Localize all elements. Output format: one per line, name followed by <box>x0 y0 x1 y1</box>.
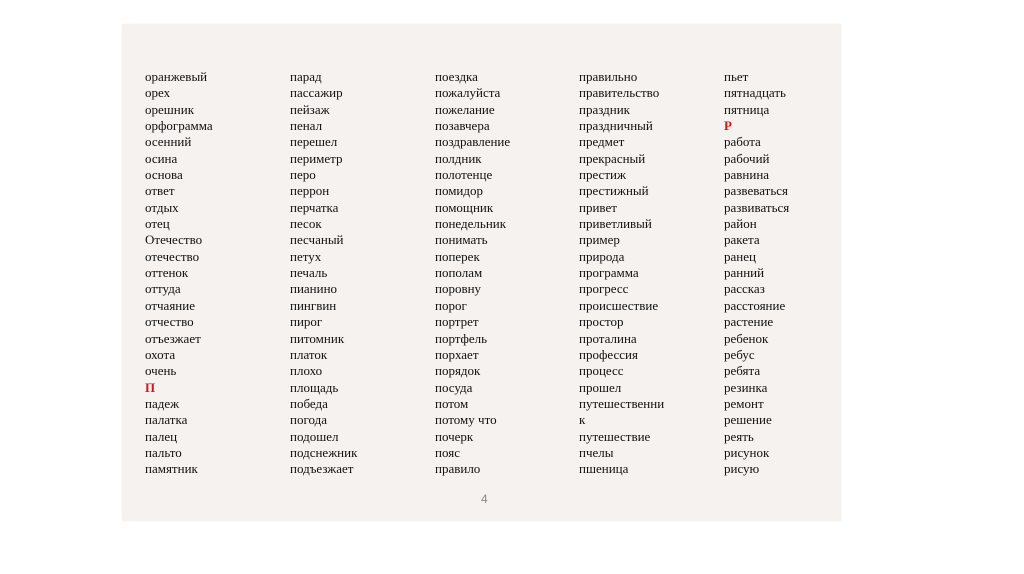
word-item: ранец <box>724 248 756 264</box>
word-item: пример <box>579 232 620 248</box>
word-item: помидор <box>435 183 484 199</box>
word-item: предмет <box>579 134 625 150</box>
word-item: погода <box>290 412 327 428</box>
word-item: ребенок <box>724 330 769 346</box>
word-item: работа <box>724 134 761 150</box>
word-column-4 <box>579 69 664 478</box>
word-item: путешественни <box>579 395 665 411</box>
word-item: оттенок <box>145 265 189 281</box>
word-item: прекрасный <box>579 150 646 166</box>
word-item: перчатка <box>290 199 339 215</box>
word-item: растение <box>724 314 774 330</box>
word-item: пчелы <box>579 444 614 460</box>
word-item: прогресс <box>579 281 629 297</box>
word-item: позавчера <box>435 118 490 134</box>
word-item: подошел <box>290 428 339 444</box>
word-item: печаль <box>290 265 328 281</box>
word-item: парад <box>290 69 322 84</box>
word-item: природа <box>579 248 625 264</box>
word-item: потом <box>435 395 469 411</box>
word-item: процесс <box>579 363 624 379</box>
word-item: памятник <box>145 461 198 477</box>
word-item: поперек <box>435 248 480 264</box>
word-item: к <box>579 412 586 428</box>
word-item: пенал <box>290 118 323 134</box>
word-item: рисую <box>724 461 760 477</box>
word-item: престиж <box>579 167 626 183</box>
word-item: правильно <box>579 69 638 84</box>
word-item: подъезжает <box>290 461 354 477</box>
word-item: развеваться <box>724 183 788 199</box>
word-item: рисунок <box>724 444 770 460</box>
word-item: престижный <box>579 183 649 199</box>
word-item: песчаный <box>290 232 344 248</box>
word-item: пояс <box>435 444 460 460</box>
word-item: орешник <box>145 101 195 117</box>
word-item: ремонт <box>724 395 764 411</box>
word-item: порядок <box>435 363 481 379</box>
word-item: оранжевый <box>145 69 208 84</box>
word-column-3 <box>435 69 510 478</box>
word-item: пейзаж <box>290 101 330 117</box>
word-item: пятнадцать <box>724 85 786 101</box>
word-item: ранний <box>724 265 765 281</box>
word-item: площадь <box>290 379 339 395</box>
word-item: пожелание <box>435 101 495 117</box>
word-item: ракета <box>724 232 760 248</box>
word-item: петух <box>290 248 322 264</box>
word-item: праздник <box>579 101 630 117</box>
word-item: рабочий <box>724 150 770 166</box>
word-item: перо <box>290 167 316 183</box>
word-item: потому что <box>435 412 497 428</box>
word-item: правило <box>435 461 481 477</box>
word-item: праздничный <box>579 118 653 134</box>
word-item: ребус <box>724 346 755 362</box>
word-item: плохо <box>290 363 323 379</box>
word-item: путешествие <box>579 428 651 444</box>
word-item: полдник <box>435 150 482 166</box>
word-item: очень <box>145 363 177 379</box>
word-item: проталина <box>579 330 637 346</box>
word-item: осина <box>145 150 178 166</box>
word-item: подснежник <box>290 444 358 460</box>
word-item: пятница <box>724 101 770 117</box>
word-item: отец <box>145 216 170 232</box>
word-item: правительство <box>579 85 660 101</box>
word-column-2 <box>290 69 357 478</box>
word-item: отъезжает <box>145 330 201 346</box>
word-item: отчество <box>145 314 194 330</box>
word-item: равнина <box>724 167 770 183</box>
word-item: расстояние <box>724 297 786 313</box>
word-item: рассказ <box>724 281 765 297</box>
word-item: основа <box>145 167 183 183</box>
word-item: решение <box>724 412 772 428</box>
word-item: реять <box>724 428 754 444</box>
word-item: победа <box>290 395 328 411</box>
word-item: осенний <box>145 134 192 150</box>
word-item: палец <box>145 428 178 444</box>
word-item: пассажир <box>290 85 343 101</box>
word-item: отдых <box>145 199 179 215</box>
word-item: порог <box>435 297 467 313</box>
word-list-page <box>122 24 841 521</box>
word-item: поровну <box>435 281 482 297</box>
word-item: простор <box>579 314 624 330</box>
word-item: падеж <box>145 395 180 411</box>
word-item: привет <box>579 199 617 215</box>
word-item: понимать <box>435 232 488 248</box>
word-item: пополам <box>435 265 483 281</box>
word-item: порхает <box>435 346 479 362</box>
word-item: ребята <box>724 363 761 379</box>
word-item: программа <box>579 265 639 281</box>
word-item: понедельник <box>435 216 507 232</box>
word-item: перрон <box>290 183 330 199</box>
word-item: пингвин <box>290 297 337 313</box>
word-item: почерк <box>435 428 474 444</box>
word-item: орфограмма <box>145 118 213 134</box>
word-item: питомник <box>290 330 345 346</box>
word-item: портфель <box>435 330 488 346</box>
letter-header: П <box>145 379 156 395</box>
word-item: периметр <box>290 150 343 166</box>
word-item: поздравление <box>435 134 511 150</box>
word-item: развиваться <box>724 199 790 215</box>
word-item: отечество <box>145 248 200 264</box>
word-item: происшествие <box>579 297 659 313</box>
word-item: ответ <box>145 183 175 199</box>
word-item: палатка <box>145 412 188 428</box>
word-item: посуда <box>435 379 473 395</box>
word-item: перешел <box>290 134 338 150</box>
word-item: оттуда <box>145 281 181 297</box>
word-item: отчаяние <box>145 297 195 313</box>
word-item: пшеница <box>579 461 629 477</box>
page-number: 4 <box>481 492 488 506</box>
word-item: район <box>724 216 757 232</box>
word-item: песок <box>290 216 322 232</box>
word-item: пирог <box>290 314 323 330</box>
word-item: пьет <box>724 69 749 84</box>
word-item: поездка <box>435 69 478 84</box>
word-item: резинка <box>724 379 768 395</box>
word-item: прошел <box>579 379 622 395</box>
letter-header: Р <box>724 118 732 134</box>
word-item: орех <box>145 85 171 101</box>
word-item: пианино <box>290 281 338 297</box>
word-item: Отечество <box>145 232 203 248</box>
word-item: пожалуйста <box>435 85 501 101</box>
word-item: охота <box>145 346 176 362</box>
word-column-5 <box>724 69 789 478</box>
word-item: платок <box>290 346 328 362</box>
word-item: приветливый <box>579 216 652 232</box>
word-item: профессия <box>579 346 638 362</box>
word-item: портрет <box>435 314 479 330</box>
word-item: пальто <box>145 444 182 460</box>
word-column-1 <box>145 69 213 478</box>
word-item: полотенце <box>435 167 493 183</box>
word-item: помощник <box>435 199 494 215</box>
